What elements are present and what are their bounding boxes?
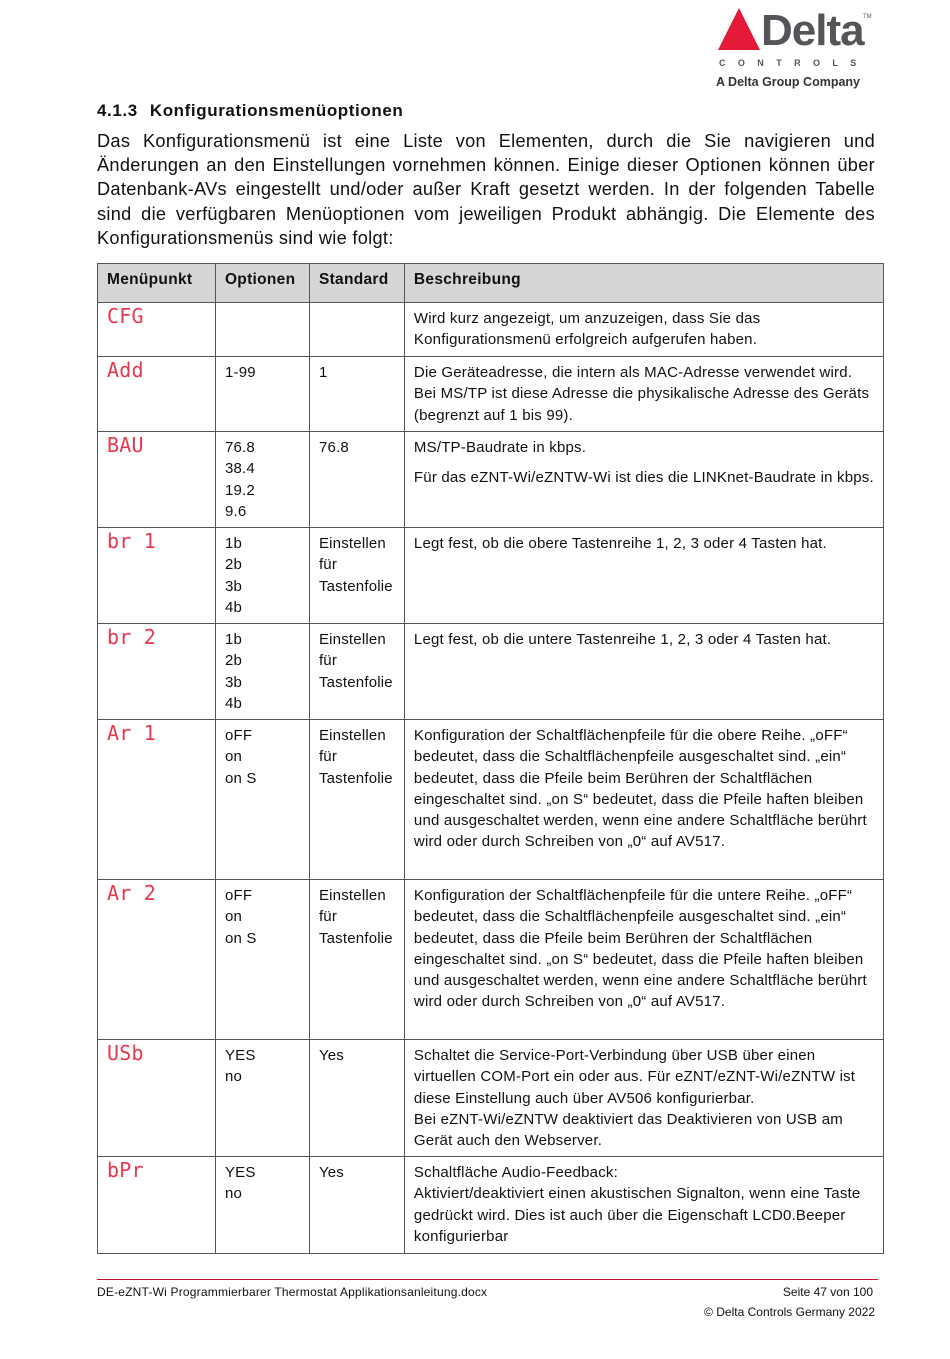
menu-item-br1: br 1 bbox=[98, 528, 216, 624]
section-heading bbox=[97, 101, 415, 121]
table-row bbox=[98, 528, 884, 624]
default-cell: Yes bbox=[309, 1157, 404, 1254]
description-cell: Schaltet die Service-Port-Verbindung über USB über einen virtuellen COM-Port ein oder aus. Für eZNT/eZNT-Wi/eZNTW ist diese Einstellung auch über AV506 konfigurierbar. Bei eZNT-Wi/eZNTW deaktiviert das Deaktivieren von USB am Gerät auch den Webserver. bbox=[404, 1040, 883, 1157]
table-row bbox=[98, 880, 884, 1040]
options-cell: oFF on on S bbox=[215, 720, 309, 880]
default-cell: 1 bbox=[309, 357, 404, 432]
footer-document-name: DE-eZNT-Wi Programmierbarer Thermostat Applikationsanleitung.docx bbox=[97, 1285, 488, 1299]
footer-copyright: © Delta Controls Germany 2022 bbox=[704, 1305, 875, 1319]
options-cell bbox=[215, 303, 309, 357]
options-cell: oFF on on S bbox=[215, 880, 309, 1040]
table-row bbox=[98, 720, 884, 880]
footer-divider bbox=[97, 1279, 878, 1280]
logo-group-company: A Delta Group Company bbox=[716, 75, 860, 89]
options-cell: 1-99 bbox=[215, 357, 309, 432]
section-title: Konfigurationsmenüoptionen bbox=[149, 101, 404, 120]
default-cell: Einstellen für Tastenfolie bbox=[309, 528, 404, 624]
description-cell: Legt fest, ob die obere Tastenreihe 1, 2, 3 oder 4 Tasten hat. bbox=[404, 528, 883, 624]
config-menu-table bbox=[97, 263, 884, 1254]
menu-item-bpr: bPr bbox=[98, 1157, 216, 1254]
default-cell: Einstellen für Tastenfolie bbox=[309, 720, 404, 880]
table-header-row bbox=[98, 264, 884, 303]
logo-controls: CONTROLS bbox=[719, 58, 869, 68]
description-cell: Die Geräteadresse, die intern als MAC-Adresse verwendet wird. Bei MS/TP ist diese Adresse die physikalische Adresse des Geräts (begrenzt auf 1 bis 99). bbox=[404, 357, 883, 432]
menu-item-ar2: Ar 2 bbox=[98, 880, 216, 1040]
header-options: Optionen bbox=[215, 264, 309, 303]
table-row bbox=[98, 432, 884, 528]
menu-item-add: Add bbox=[98, 357, 216, 432]
menu-item-ar1: Ar 1 bbox=[98, 720, 216, 880]
default-cell: Yes bbox=[309, 1040, 404, 1157]
header-menu-item: Menüpunkt bbox=[98, 264, 216, 303]
menu-item-usb: USb bbox=[98, 1040, 216, 1157]
options-cell: YES no bbox=[215, 1040, 309, 1157]
header-default: Standard bbox=[309, 264, 404, 303]
default-cell bbox=[309, 303, 404, 357]
menu-item-br2: br 2 bbox=[98, 624, 216, 720]
options-cell: 76.8 38.4 19.2 9.6 bbox=[215, 432, 309, 528]
options-cell: YES no bbox=[215, 1157, 309, 1254]
default-cell: Einstellen für Tastenfolie bbox=[309, 880, 404, 1040]
delta-controls-logo bbox=[713, 6, 873, 92]
menu-item-cfg: CFG bbox=[98, 303, 216, 357]
table-row bbox=[98, 357, 884, 432]
description-cell: Legt fest, ob die untere Tastenreihe 1, 2, 3 oder 4 Tasten hat. bbox=[404, 624, 883, 720]
table-row bbox=[98, 1040, 884, 1157]
options-cell: 1b 2b 3b 4b bbox=[215, 624, 309, 720]
description-cell: Konfiguration der Schaltflächenpfeile für die untere Reihe. „oFF“ bedeutet, dass die Schaltflächenpfeile ausgeschaltet sind. „ein“ bedeutet, dass die Pfeile beim Berühren der Schaltflächen eingeschaltet sind. „on S“ bedeutet, dass die Pfeile haften bleiben und ausgeschaltet werden, wenn eine andere Schaltfläche berührt wird oder durch Schreiben von „0“ auf AV517. bbox=[404, 880, 883, 1040]
default-cell: Einstellen für Tastenfolie bbox=[309, 624, 404, 720]
table-row bbox=[98, 624, 884, 720]
default-cell: 76.8 bbox=[309, 432, 404, 528]
header-description: Beschreibung bbox=[404, 264, 883, 303]
section-number: 4.1.3 bbox=[97, 101, 138, 120]
options-cell: 1b 2b 3b 4b bbox=[215, 528, 309, 624]
description-cell: Konfiguration der Schaltflächenpfeile für die obere Reihe. „oFF“ bedeutet, dass die Schaltflächenpfeile ausgeschaltet sind. „ein“ bedeutet, dass die Pfeile beim Berühren der Schaltflächen eingeschaltet sind. „on S“ bedeutet, dass die Pfeile haften bleiben und ausgeschaltet werden, wenn eine andere Schaltfläche berührt wird oder durch Schreiben von „0“ auf AV517. bbox=[404, 720, 883, 880]
description-cell: MS/TP-Baudrate in kbps. Für das eZNT-Wi/eZNTW-Wi ist dies die LINKnet-Baudrate in kbps. bbox=[404, 432, 883, 528]
logo-brand: Delta bbox=[761, 6, 864, 55]
table-row bbox=[98, 303, 884, 357]
footer-page-number: Seite 47 von 100 bbox=[782, 1285, 873, 1299]
description-cell: Wird kurz angezeigt, um anzuzeigen, dass Sie das Konfigurationsmenü erfolgreich aufgerufen haben. bbox=[404, 303, 883, 357]
intro-paragraph: Das Konfigurationsmenü ist eine Liste von Elementen, durch die Sie navigieren und Änderungen an den Einstellungen vornehmen können. Einige dieser Optionen können über Datenbank-AVs eingestellt und/oder außer Kraft gesetzt werden. In der folgenden Tabelle sind die verfügbaren Menüoptionen vom jeweiligen Produkt abhängig. Die Elemente des Konfigurationsmenüs sind wie folgt: bbox=[97, 131, 875, 248]
logo-trademark: TM bbox=[863, 14, 872, 20]
menu-item-bau: BAU bbox=[98, 432, 216, 528]
table-row bbox=[98, 1157, 884, 1254]
description-cell: Schaltfläche Audio-Feedback: Aktiviert/deaktiviert einen akustischen Signalton, wenn eine Taste gedrückt wird. Dies ist auch über die Eigenschaft LCD0.Beeper konfigurierbar bbox=[404, 1157, 883, 1254]
